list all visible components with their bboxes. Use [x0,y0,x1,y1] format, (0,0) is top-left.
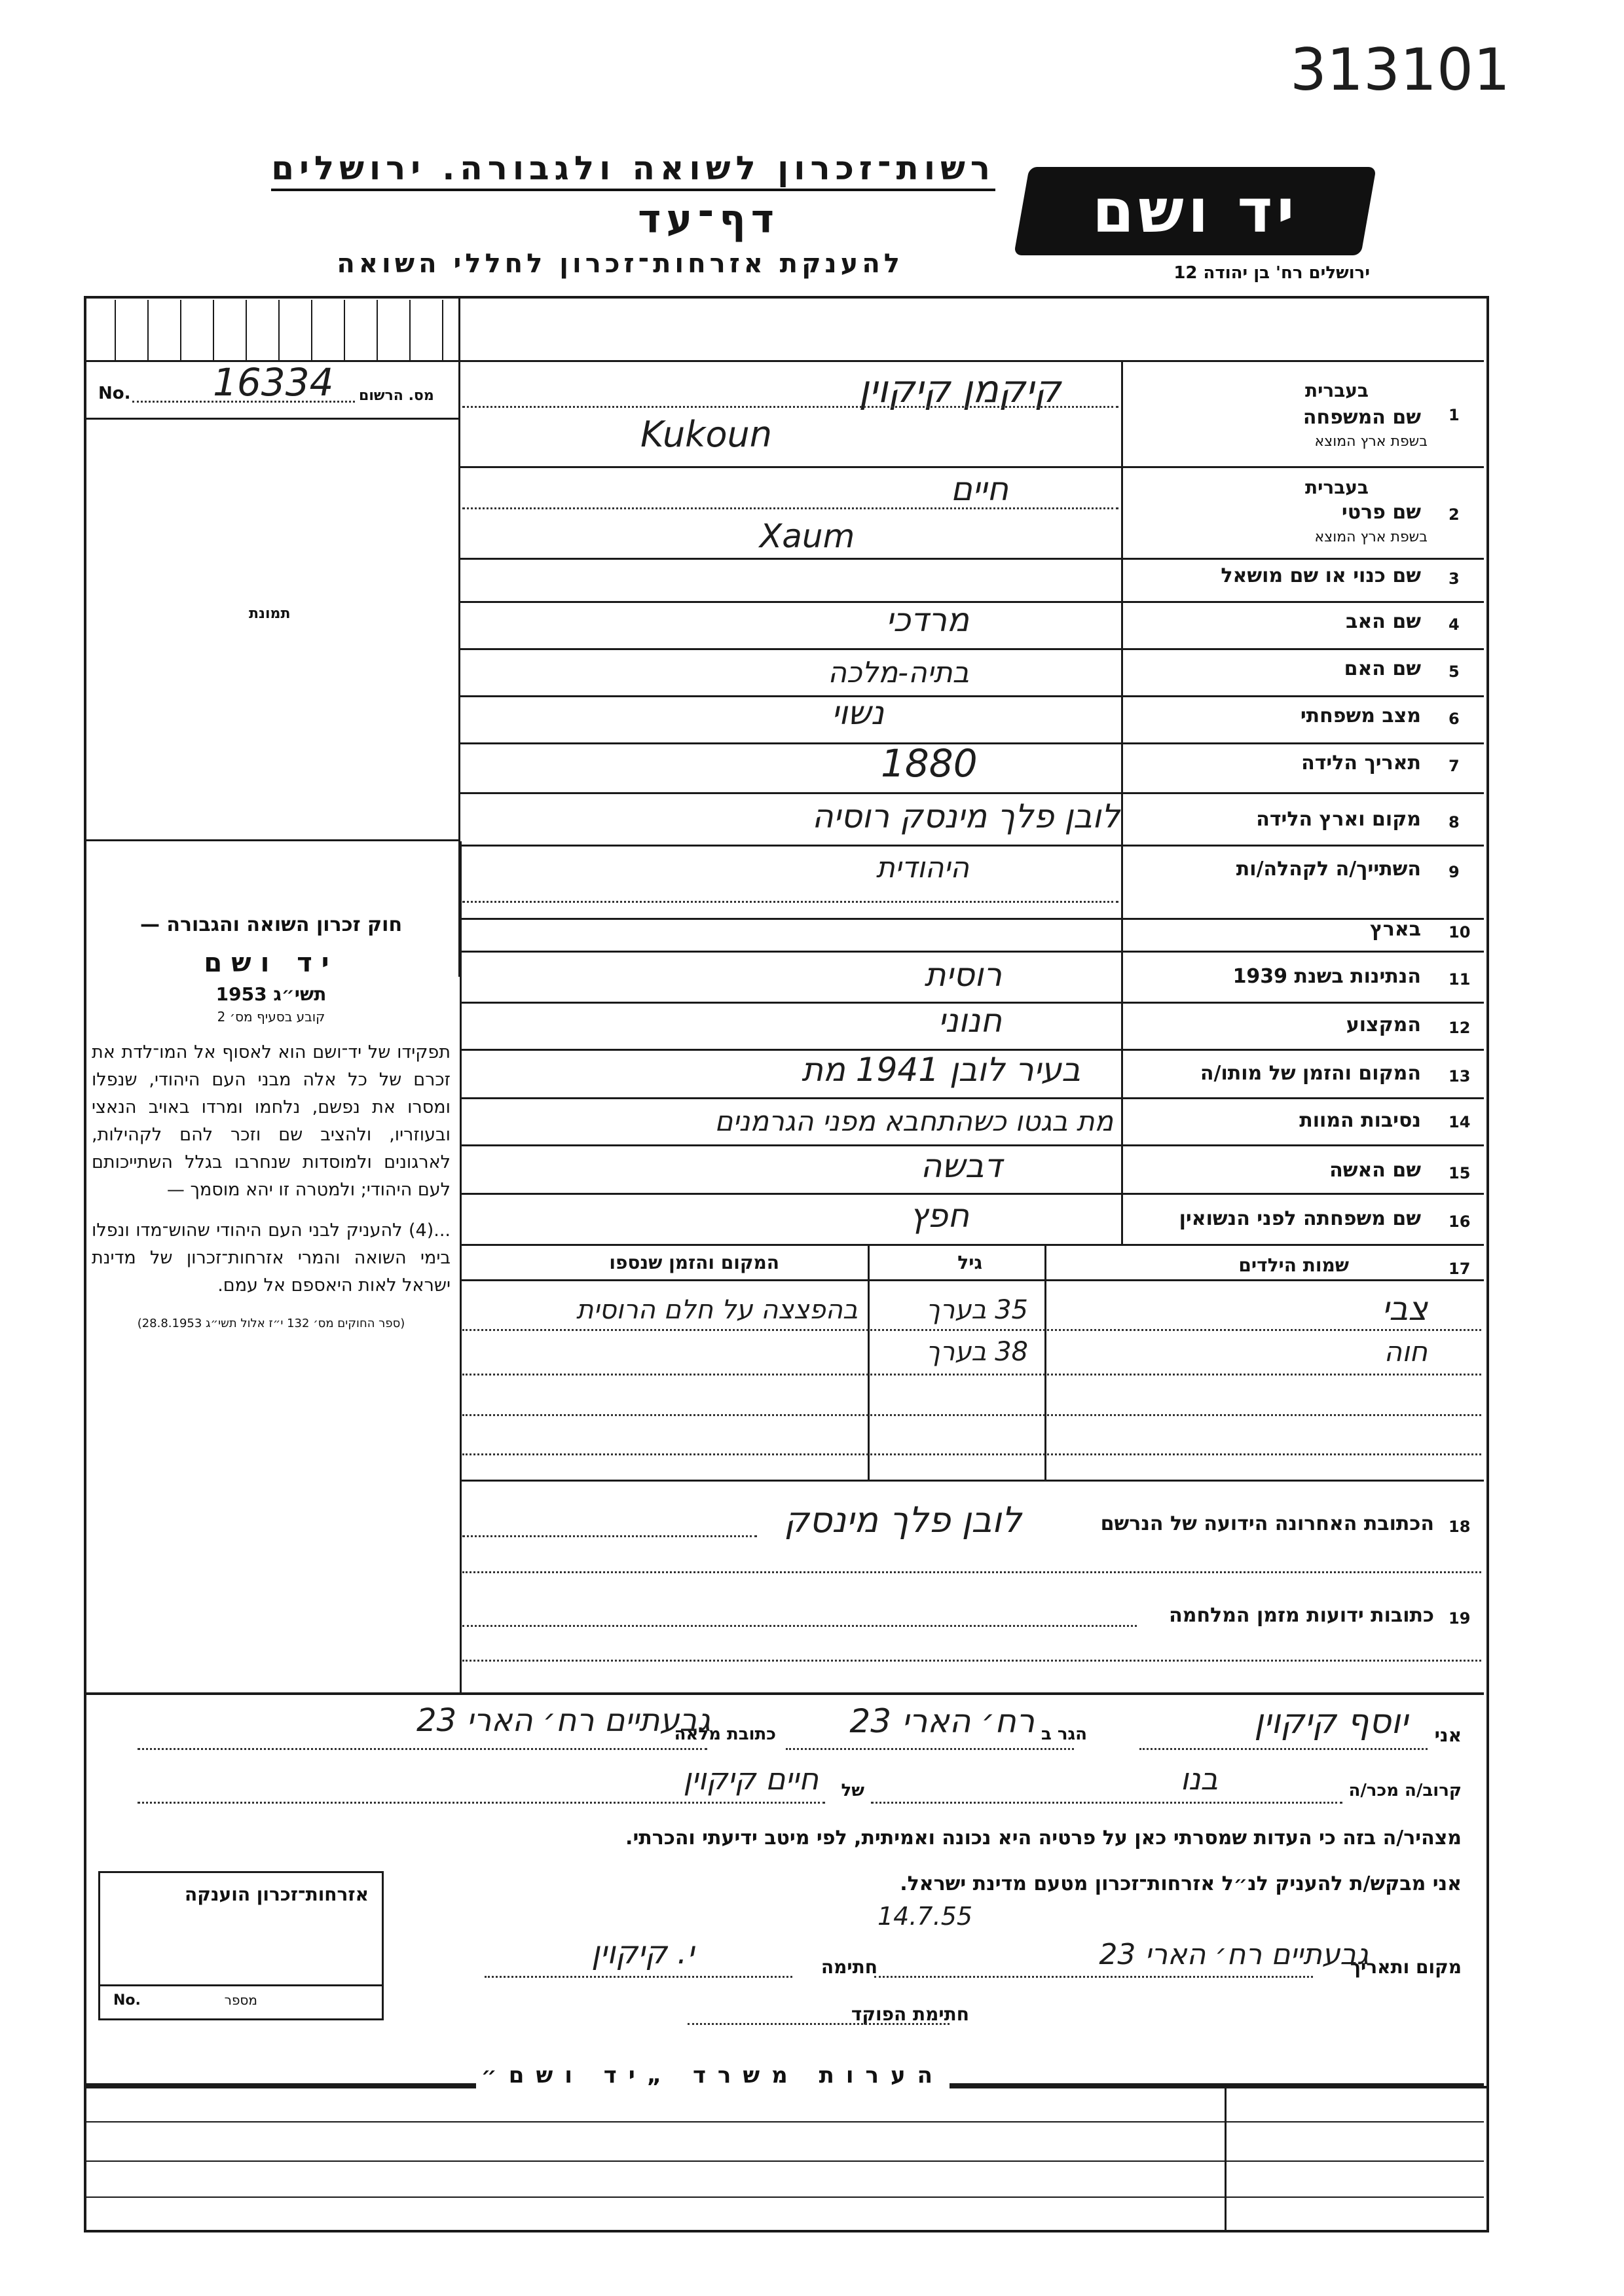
field-8-number: 8 [1449,813,1460,831]
field-15-value: דבשה [920,1147,1002,1185]
children-number: 17 [1449,1260,1471,1278]
field-6-label: מצב משפחתי [1300,704,1421,727]
law-clause-4: ...(4) להעניק לבני העם היהודי שהוש־מדו ונפלו בימי השואה והמרי אזרחות־זכרון של מדינת ישראל לאות היאספם אל עמם. [92,1220,451,1296]
field-19-number: 19 [1449,1609,1471,1628]
declarant-relation: בנו [1180,1761,1218,1796]
field-10-number: 10 [1449,923,1471,941]
place-date-label: מקום ותאריך [1350,1956,1462,1978]
citizenship-granted-box [98,1871,384,2020]
field-2-number: 2 [1449,505,1460,524]
field-1-sub-hebrew: בעברית [1304,380,1369,401]
field-5-number: 5 [1449,663,1460,681]
field-3-label: שם כנוי או שם מושאל [1221,564,1421,587]
declarant-relative-label: קרוב/ה מכר/ה [1348,1781,1462,1800]
child-1-age: 35 בערך [926,1295,1028,1325]
field-2-sub-origin: בשפת ארץ המוצא [1314,529,1428,545]
citizenship-box-title: אזרחות־זכרון הוענקה [185,1884,369,1905]
field-12-label: המקצוע [1346,1013,1421,1036]
field-1-sub-origin: בשפת ארץ המוצא [1314,433,1428,450]
field-9-number: 9 [1449,863,1460,881]
field-13-number: 13 [1449,1067,1471,1085]
field-2-sub-hebrew: בעברית [1304,477,1369,498]
field-18-number: 18 [1449,1518,1471,1536]
field-7-label: תאריך הלידה [1301,752,1421,774]
children-header-place: המקום והזמן שנספו [609,1252,779,1273]
declaration-date: 14.7.55 [877,1902,973,1931]
field-8-value: לובן פלך מינסק רוסיה [812,797,1120,835]
field-4-label: שם האב [1346,610,1421,633]
field-7-value: 1880 [881,741,978,786]
field-15-number: 15 [1449,1164,1471,1182]
office-notes-box [84,2041,1489,2232]
law-body: תפקידו של יד־ושם הוא לאסוף אל המו־לדת את זכרם של כל אלה מבני העם היהודי, שנפלו ומסרו את נפשם, נלחמו ומרדו באויב הנאצי ובעוזריו, ולהציב שם וזכר להם לקהילות, לארגונים ולמוסדות שנחרבו בגלל השתייכותם לעם היהודי; ולמטרה זו יהא מוסמך — [92,1042,451,1200]
officer-signature-label: חתימת הפוקד [851,2003,969,2025]
field-3-number: 3 [1449,570,1460,588]
declarant-of-name: חיים קיקוין [683,1761,819,1796]
child-2-name: חוה [1384,1336,1428,1368]
law-excerpt [92,913,451,1330]
field-14-number: 14 [1449,1113,1471,1131]
field-1-number: 1 [1449,406,1460,424]
field-2-value-hebrew: חיים [950,470,1008,508]
field-1-value-hebrew: קיקמן קיקוין [858,367,1061,411]
field-15-label: שם האשה [1329,1159,1421,1182]
registration-number: 16334 [213,360,334,405]
declarant-street: רח׳ הארי 23 [849,1702,1035,1740]
field-11-label: הנתינות בשנת 1939 [1232,965,1421,988]
citizenship-box-number-label: מספר [224,1992,257,2008]
field-13-value: בעיר לובן 1941 מת [802,1051,1080,1089]
field-16-value: חפץ [910,1197,969,1235]
field-5-label: שם האם [1344,657,1421,680]
law-year: תשי״ג 1953 [215,983,327,1005]
field-9-value: היהודית [876,851,969,884]
field-9-label: השתייך/ה לקהלה/ות [1236,858,1421,881]
law-title: חוק זכרון השואה והגבורה — [139,913,403,936]
field-6-value: נשוי [831,694,884,732]
declarant-lives-label: הגר ב [1041,1724,1087,1744]
field-11-number: 11 [1449,970,1471,989]
field-8-label: מקום וארץ הלידה [1256,808,1421,831]
law-reference: (ספר החוקים מס׳ 132 י״ז אלול תשי״ג 28.8.1953) [137,1317,405,1330]
field-16-label: שם משפחתה לפני הנשואין [1179,1207,1421,1230]
law-clause: קובע בסעיף מס׳ 2 [217,1009,325,1025]
yad-vashem-logo: יד ושם [1014,167,1376,255]
field-7-number: 7 [1449,757,1460,775]
declarant-of-label: של [841,1781,864,1800]
registration-label: מס. הרשום [359,388,434,404]
field-1-label: שם המשפחה [1302,406,1421,429]
archive-number: 313101 [1290,36,1510,103]
declarant-work: גבעתיים רח׳ הארי 23 [416,1702,710,1739]
child-1-name: צבי [1382,1290,1428,1328]
signature-label: חתימה [821,1956,877,1978]
declarant-work-label: כתובת מלאה [674,1724,776,1744]
form-title: דף־עד [638,196,779,242]
citizenship-box-no-label: No. [113,1992,141,2009]
children-header-names: שמות הילדים [1238,1254,1349,1276]
form-subtitle: להענקת אזרחות־זכרון לחללי השואה [337,249,904,279]
office-notes-title: הערות משרד „יד ושם״ [476,2062,950,2088]
logo-address: ירושלים רח' בן יהודה 12 [1173,263,1370,283]
field-10-label: בארץ [1369,918,1421,941]
field-4-number: 4 [1449,615,1460,634]
children-header-age: גיל [957,1252,982,1273]
field-4-value: מרדכי [885,601,969,639]
registration-no-label: No. [98,384,131,403]
field-14-label: נסיבות המוות [1299,1109,1421,1132]
declaration-text: מצהיר/ה בזה כי העדות שמסרתי כאן על פרטיה היא נכונה ואמיתית, לפי מיטב ידיעתי והכרתי. [625,1827,1462,1850]
place-date-value: גבעתיים רח׳ הארי 23 [1099,1938,1369,1971]
authority-name: רשות־זכרון לשואה ולגבורה. ירושלים [271,149,995,191]
field-5-value: בתיה-מלכה [828,656,969,689]
law-name: יד ושם [204,948,339,978]
field-11-value: רוסית [924,956,1002,994]
declarant-i-label: אני [1434,1724,1462,1746]
field-6-number: 6 [1449,710,1460,728]
child-2-age: 38 בערך [926,1337,1028,1367]
field-14-value: מת בגטו כשהתחבא מפני הגרמנים [714,1105,1113,1137]
field-13-label: המקום והזמן של מותו/ה [1200,1062,1421,1085]
field-2-label: שם פרטי [1341,501,1421,524]
photo-label: תמונת [249,606,291,622]
field-18-label: הכתובת האחרונה הידועה של הנרשם [1100,1512,1434,1535]
declarant-name: יוסף קיקוין [1254,1702,1408,1741]
field-16-number: 16 [1449,1212,1471,1231]
field-12-value: חנוני [938,1002,1002,1040]
field-12-number: 12 [1449,1019,1471,1037]
declarant-signature: י. קיקוין [591,1935,694,1971]
field-2-value-latin: Xaum [760,517,855,555]
request-text: אני מבקש/ת להעניק לנ״ל אזרחות־זכרון מטעם מדינת ישראל. [900,1872,1462,1895]
field-18-value: לובן פלך מינסק [784,1499,1022,1540]
field-1-value-latin: Kukoun [640,414,772,455]
field-19-label: כתובות ידועות מזמן המלחמה [1169,1604,1434,1627]
child-1-place: בהפצצה על חלם הרוסית [576,1295,858,1325]
